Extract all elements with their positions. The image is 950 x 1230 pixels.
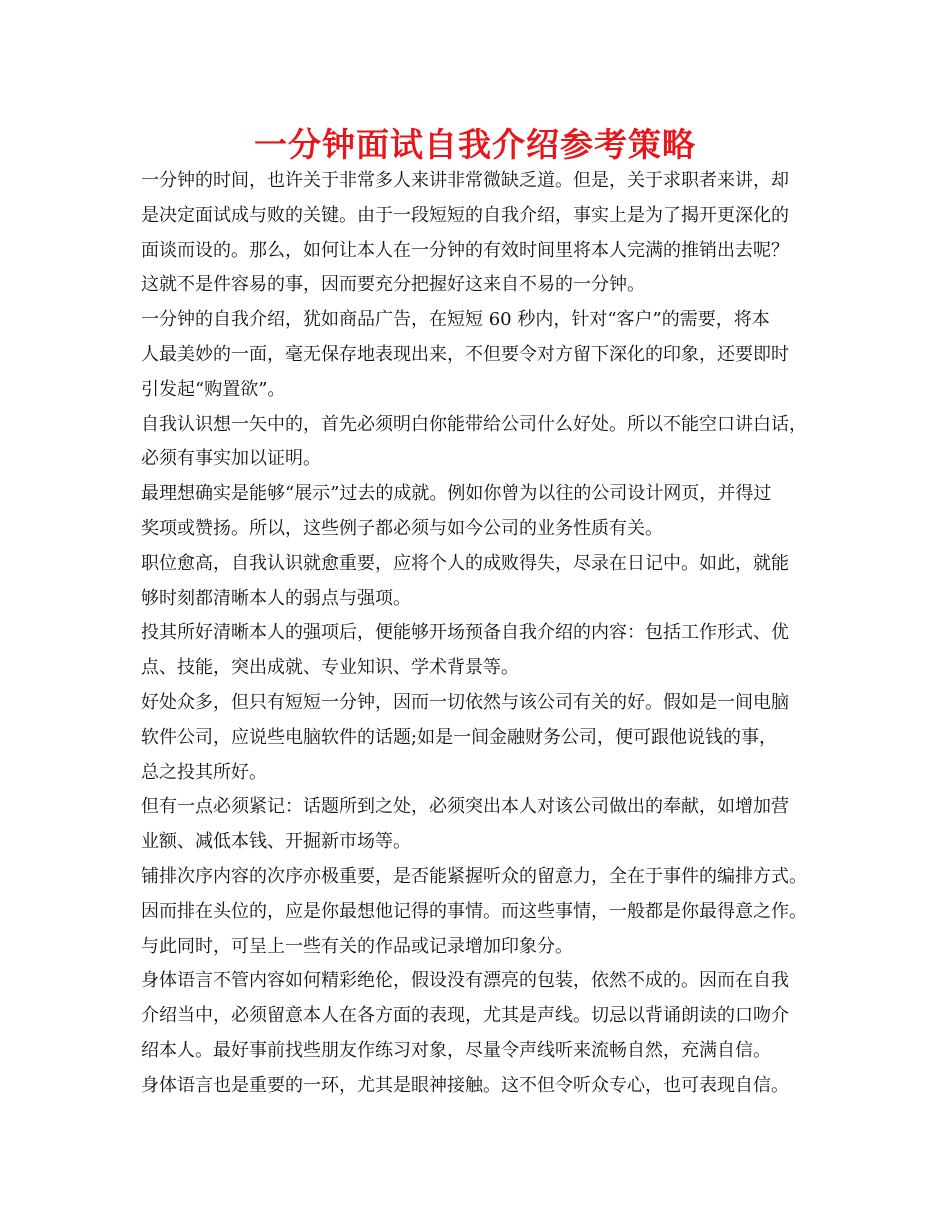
text-line: 点、技能，突出成就、专业知识、学术背景等。 (141, 657, 519, 679)
document-body (141, 164, 831, 1104)
text-line: 身体语言也是重要的一环，尤其是眼神接触。这不但令听众专心，也可表现自信。 (141, 1074, 789, 1096)
text-line: 铺排次序内容的次序亦极重要，是否能紧握听众的留意力，全在于事件的编排方式。 (141, 865, 807, 887)
text-line: 因而排在头位的，应是你最想他记得的事情。而这些事情，一般都是你最得意之作。 (141, 900, 807, 922)
text-line: 绍本人。最好事前找些朋友作练习对象，尽量令声线听来流畅自然，充满自信。 (141, 1039, 771, 1061)
text-line: 人最美妙的一面，毫无保存地表现出来，不但要令对方留下深化的印象，还要即时 (141, 343, 789, 365)
document-title: 一分钟面试自我介绍参考策略 (254, 125, 696, 164)
text-line: 但有一点必须紧记：话题所到之处，必须突出本人对该公司做出的奉献，如增加营 (141, 796, 789, 818)
text-line: 职位愈高，自我认识就愈重要，应将个人的成败得失，尽录在日记中。如此，就能 (141, 552, 789, 574)
text-line: 最理想确实是能够“展示”过去的成就。例如你曾为以往的公司设计网页，并得过 (141, 483, 772, 505)
text-line: 与此同时，可呈上一些有关的作品或记录增加印象分。 (141, 935, 573, 957)
text-line: 是决定面试成与败的关键。由于一段短短的自我介绍，事实上是为了揭开更深化的 (141, 204, 789, 226)
text-line: 介绍当中，必须留意本人在各方面的表现，尤其是声线。切忌以背诵朗读的口吻介 (141, 1005, 789, 1027)
text-line: 一分钟的自我介绍，犹如商品广告，在短短 60 秒内，针对“客户”的需要，将本 (141, 309, 770, 331)
text-line: 够时刻都清晰本人的弱点与强项。 (141, 587, 411, 609)
text-line: 奖项或赞扬。所以，这些例子都必须与如今公司的业务性质有关。 (141, 517, 663, 539)
text-line: 面谈而设的。那么，如何让本人在一分钟的有效时间里将本人完满的推销出去呢？ (141, 239, 789, 261)
text-line: 软件公司，应说些电脑软件的话题;如是一间金融财务公司，便可跟他说钱的事， (141, 726, 778, 748)
text-line: 一分钟的时间，也许关于非常多人来讲非常微缺乏道。但是，关于求职者来讲，却 (141, 170, 789, 191)
text-line: 这就不是件容易的事，因而要充分把握好这来自不易的一分钟。 (141, 274, 645, 296)
text-line: 投其所好清晰本人的强项后，便能够开场预备自我介绍的内容：包括工作形式、优 (141, 622, 789, 644)
text-line: 引发起“购置欲”。 (141, 378, 286, 400)
text-line: 总之投其所好。 (141, 761, 267, 783)
text-line: 业额、减低本钱、开掘新市场等。 (141, 831, 411, 853)
text-line: 身体语言不管内容如何精彩绝伦，假设没有漂亮的包装，依然不成的。因而在自我 (141, 970, 789, 992)
text-line: 必须有事实加以证明。 (141, 448, 321, 470)
text-line: 好处众多，但只有短短一分钟，因而一切依然与该公司有关的好。假如是一间电脑 (141, 691, 789, 713)
text-line: 自我认识想一矢中的，首先必须明白你能带给公司什么好处。所以不能空口讲白话， (141, 413, 807, 435)
